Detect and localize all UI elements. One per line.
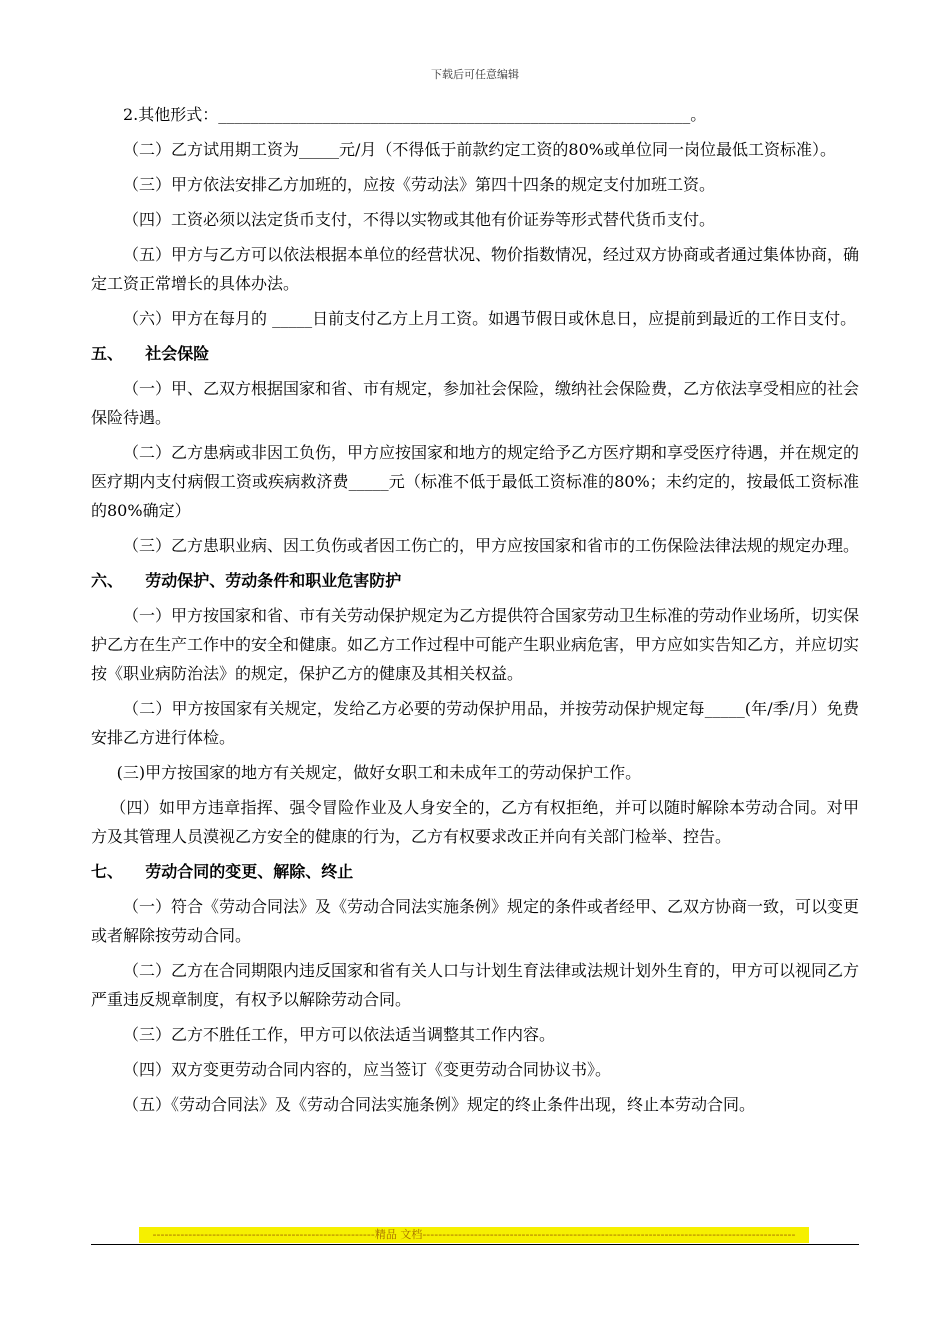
paragraph: （二）乙方试用期工资为_____元/月（不得低于前款约定工资的80%或单位同一岗位最低工资标准）。 — [123, 140, 836, 159]
footer-watermark: --------------------------------------------------------精品 文档---------------------------------------------------------------------------------------------- — [139, 1227, 809, 1243]
document-body — [91, 100, 859, 1125]
paragraph: （一）符合《劳动合同法》及《劳动合同法实施条例》规定的条件或者经甲、乙双方协商一致，可以变更或者解除按劳动合同。 — [91, 897, 860, 945]
paragraph: （三）乙方患职业病、因工负伤或者因工伤亡的，甲方应按国家和省市的工伤保险法律法规的规定办理。 — [123, 536, 860, 555]
paragraph: （五）《劳动合同法》及《劳动合同法实施条例》规定的终止条件出现，终止本劳动合同。 — [123, 1095, 756, 1114]
paragraph: （二）甲方按国家有关规定，发给乙方必要的劳动保护用品，并按劳动保护规定每_____(年/季/月）免费安排乙方进行体检。 — [91, 699, 859, 747]
paragraph: (三)甲方按国家的地方有关规定，做好女职工和未成年工的劳动保护工作。 — [116, 763, 642, 782]
paragraph: （二）乙方在合同期限内违反国家和省有关人口与计划生育法律或法规计划外生育的，甲方可以视同乙方严重违反规章制度，有权予以解除劳动合同。 — [91, 961, 860, 1009]
paragraph: （四）工资必须以法定货币支付，不得以实物或其他有价证券等形式替代货币支付。 — [123, 210, 716, 229]
section-heading: 五、 社会保险 — [91, 344, 210, 363]
paragraph: （六）甲方在每月的 _____日前支付乙方上月工资。如遇节假日或休息日，应提前到最近的工作日支付。 — [123, 309, 857, 328]
paragraph: 2.其他形式：___________________________________________________________。 — [123, 105, 707, 124]
paragraph: （四）如甲方违章指挥、强令冒险作业及人身安全的，乙方有权拒绝，并可以随时解除本劳动合同。对甲方及其管理人员漠视乙方安全的健康的行为，乙方有权要求改正并向有关部门检举、控告。 — [91, 798, 859, 846]
paragraph: （四）双方变更劳动合同内容的，应当签订《变更劳动合同协议书》。 — [123, 1060, 612, 1079]
paragraph: （三）甲方依法安排乙方加班的，应按《劳动法》第四十四条的规定支付加班工资。 — [123, 175, 716, 194]
paragraph: （三）乙方不胜任工作，甲方可以依法适当调整其工作内容。 — [123, 1025, 556, 1044]
paragraph: （五）甲方与乙方可以依法根据本单位的经营状况、物价指数情况，经过双方协商或者通过集体协商，确定工资正常增长的具体办法。 — [91, 245, 860, 293]
paragraph: （二）乙方患病或非因工负伤，甲方应按国家和地方的规定给予乙方医疗期和享受医疗待遇，并在规定的医疗期内支付病假工资或疾病救济费_____元（标准不低于最低工资标准的80%；未约定的，按最低工资标准的80%确定） — [91, 443, 860, 520]
section-heading: 七、 劳动合同的变更、解除、终止 — [91, 862, 354, 881]
section-heading: 六、 劳动保护、劳动条件和职业危害防护 — [91, 571, 402, 590]
page-header: 下载后可任意编辑 — [431, 68, 519, 81]
paragraph: （一）甲方按国家和省、市有关劳动保护规定为乙方提供符合国家劳动卫生标准的劳动作业场所，切实保护乙方在生产工作中的安全和健康。如乙方工作过程中可能产生职业病危害，甲方应如实告知乙方，并应切实按《职业病防治法》的规定，保护乙方的健康及其相关权益。 — [91, 606, 860, 683]
footer-divider — [91, 1244, 859, 1245]
paragraph: （一）甲、乙双方根据国家和省、市有规定，参加社会保险，缴纳社会保险费，乙方依法享受相应的社会保险待遇。 — [91, 379, 860, 427]
